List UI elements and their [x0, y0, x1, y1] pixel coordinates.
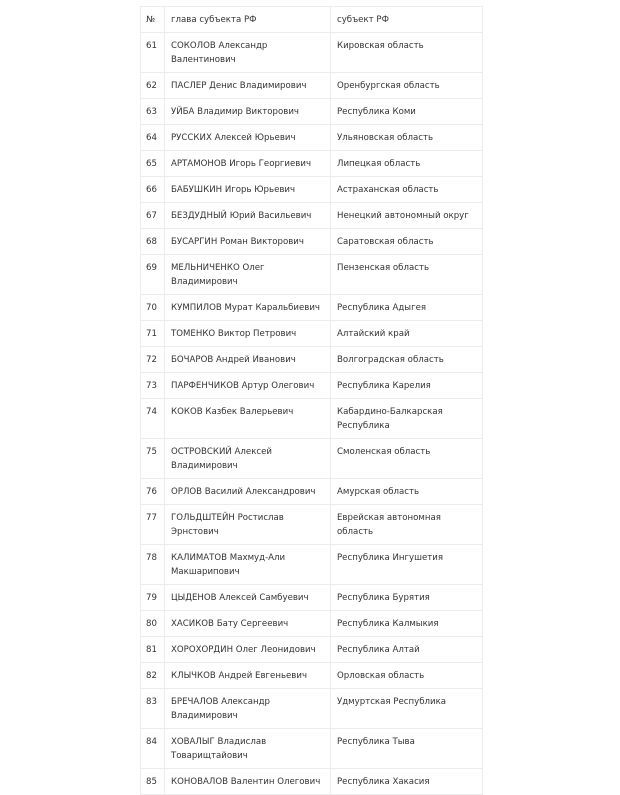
row-head-name: ПАРФЕНЧИКОВ Артур Олегович [165, 373, 331, 399]
header-subject: субъект РФ [331, 7, 483, 33]
row-head-name: ЦЫДЕНОВ Алексей Самбуевич [165, 585, 331, 611]
table-row [141, 33, 483, 73]
governors-table-container [140, 6, 482, 795]
row-number: 71 [141, 321, 165, 347]
row-subject: Удмуртская Республика [331, 689, 483, 729]
row-head-name: КУМПИЛОВ Мурат Каральбиевич [165, 295, 331, 321]
row-head-name: КОКОВ Казбек Валерьевич [165, 399, 331, 439]
row-number: 73 [141, 373, 165, 399]
row-subject: Республика Хакасия [331, 769, 483, 795]
row-subject: Еврейская автономная область [331, 505, 483, 545]
row-head-name: БУСАРГИН Роман Викторович [165, 229, 331, 255]
table-row [141, 177, 483, 203]
row-number: 77 [141, 505, 165, 545]
row-number: 68 [141, 229, 165, 255]
row-subject: Смоленская область [331, 439, 483, 479]
row-subject: Республика Коми [331, 99, 483, 125]
header-number: № [141, 7, 165, 33]
row-head-name: БРЕЧАЛОВ Александр Владимирович [165, 689, 331, 729]
table-row [141, 689, 483, 729]
table-row [141, 295, 483, 321]
row-number: 69 [141, 255, 165, 295]
table-row [141, 399, 483, 439]
table-row [141, 255, 483, 295]
row-subject: Кировская область [331, 33, 483, 73]
row-subject: Республика Тыва [331, 729, 483, 769]
table-header-row [141, 7, 483, 33]
table-row [141, 729, 483, 769]
table-row [141, 585, 483, 611]
header-head-of-subject: глава субъекта РФ [165, 7, 331, 33]
row-number: 78 [141, 545, 165, 585]
row-head-name: КЛЫЧКОВ Андрей Евгеньевич [165, 663, 331, 689]
row-head-name: ТОМЕНКО Виктор Петрович [165, 321, 331, 347]
table-row [141, 769, 483, 795]
row-head-name: ХАСИКОВ Бату Сергеевич [165, 611, 331, 637]
row-number: 76 [141, 479, 165, 505]
row-head-name: СОКОЛОВ Александр Валентинович [165, 33, 331, 73]
row-number: 75 [141, 439, 165, 479]
row-subject: Республика Алтай [331, 637, 483, 663]
row-head-name: ОРЛОВ Василий Александрович [165, 479, 331, 505]
row-head-name: КАЛИМАТОВ Махмуд-Али Макшарипович [165, 545, 331, 585]
table-row [141, 545, 483, 585]
row-head-name: КОНОВАЛОВ Валентин Олегович [165, 769, 331, 795]
table-row [141, 439, 483, 479]
row-subject: Республика Адыгея [331, 295, 483, 321]
row-subject: Липецкая область [331, 151, 483, 177]
row-number: 85 [141, 769, 165, 795]
row-head-name: ГОЛЬДШТЕЙН Ростислав Эрнстович [165, 505, 331, 545]
row-head-name: УЙБА Владимир Викторович [165, 99, 331, 125]
row-subject: Республика Карелия [331, 373, 483, 399]
row-number: 81 [141, 637, 165, 663]
table-row [141, 373, 483, 399]
row-subject: Республика Ингушетия [331, 545, 483, 585]
row-number: 65 [141, 151, 165, 177]
row-subject: Ульяновская область [331, 125, 483, 151]
row-number: 74 [141, 399, 165, 439]
row-number: 66 [141, 177, 165, 203]
governors-table [140, 6, 483, 795]
table-body [141, 7, 483, 795]
row-subject: Саратовская область [331, 229, 483, 255]
row-number: 80 [141, 611, 165, 637]
row-subject: Амурская область [331, 479, 483, 505]
row-subject: Республика Бурятия [331, 585, 483, 611]
row-number: 64 [141, 125, 165, 151]
row-subject: Республика Калмыкия [331, 611, 483, 637]
table-row [141, 637, 483, 663]
table-row [141, 663, 483, 689]
table-row [141, 99, 483, 125]
row-subject: Кабардино-Балкарская Республика [331, 399, 483, 439]
row-head-name: БАБУШКИН Игорь Юрьевич [165, 177, 331, 203]
row-head-name: БОЧАРОВ Андрей Иванович [165, 347, 331, 373]
row-subject: Алтайский край [331, 321, 483, 347]
row-subject: Орловская область [331, 663, 483, 689]
row-number: 61 [141, 33, 165, 73]
row-head-name: АРТАМОНОВ Игорь Георгиевич [165, 151, 331, 177]
row-number: 84 [141, 729, 165, 769]
row-subject: Волгоградская область [331, 347, 483, 373]
row-number: 83 [141, 689, 165, 729]
table-row [141, 505, 483, 545]
row-number: 82 [141, 663, 165, 689]
table-row [141, 125, 483, 151]
row-head-name: ПАСЛЕР Денис Владимирович [165, 73, 331, 99]
row-number: 67 [141, 203, 165, 229]
row-number: 70 [141, 295, 165, 321]
row-head-name: РУССКИХ Алексей Юрьевич [165, 125, 331, 151]
table-row [141, 479, 483, 505]
row-subject: Оренбургская область [331, 73, 483, 99]
row-head-name: ХОВАЛЫГ Владислав Товарищтайович [165, 729, 331, 769]
row-head-name: МЕЛЬНИЧЕНКО Олег Владимирович [165, 255, 331, 295]
table-row [141, 229, 483, 255]
row-subject: Астраханская область [331, 177, 483, 203]
row-head-name: ХОРОХОРДИН Олег Леонидович [165, 637, 331, 663]
row-head-name: БЕЗДУДНЫЙ Юрий Васильевич [165, 203, 331, 229]
table-row [141, 611, 483, 637]
row-subject: Ненецкий автономный округ [331, 203, 483, 229]
row-number: 72 [141, 347, 165, 373]
row-number: 62 [141, 73, 165, 99]
table-row [141, 73, 483, 99]
table-row [141, 151, 483, 177]
table-row [141, 347, 483, 373]
row-head-name: ОСТРОВСКИЙ Алексей Владимирович [165, 439, 331, 479]
row-number: 63 [141, 99, 165, 125]
row-number: 79 [141, 585, 165, 611]
table-row [141, 203, 483, 229]
row-subject: Пензенская область [331, 255, 483, 295]
table-row [141, 321, 483, 347]
